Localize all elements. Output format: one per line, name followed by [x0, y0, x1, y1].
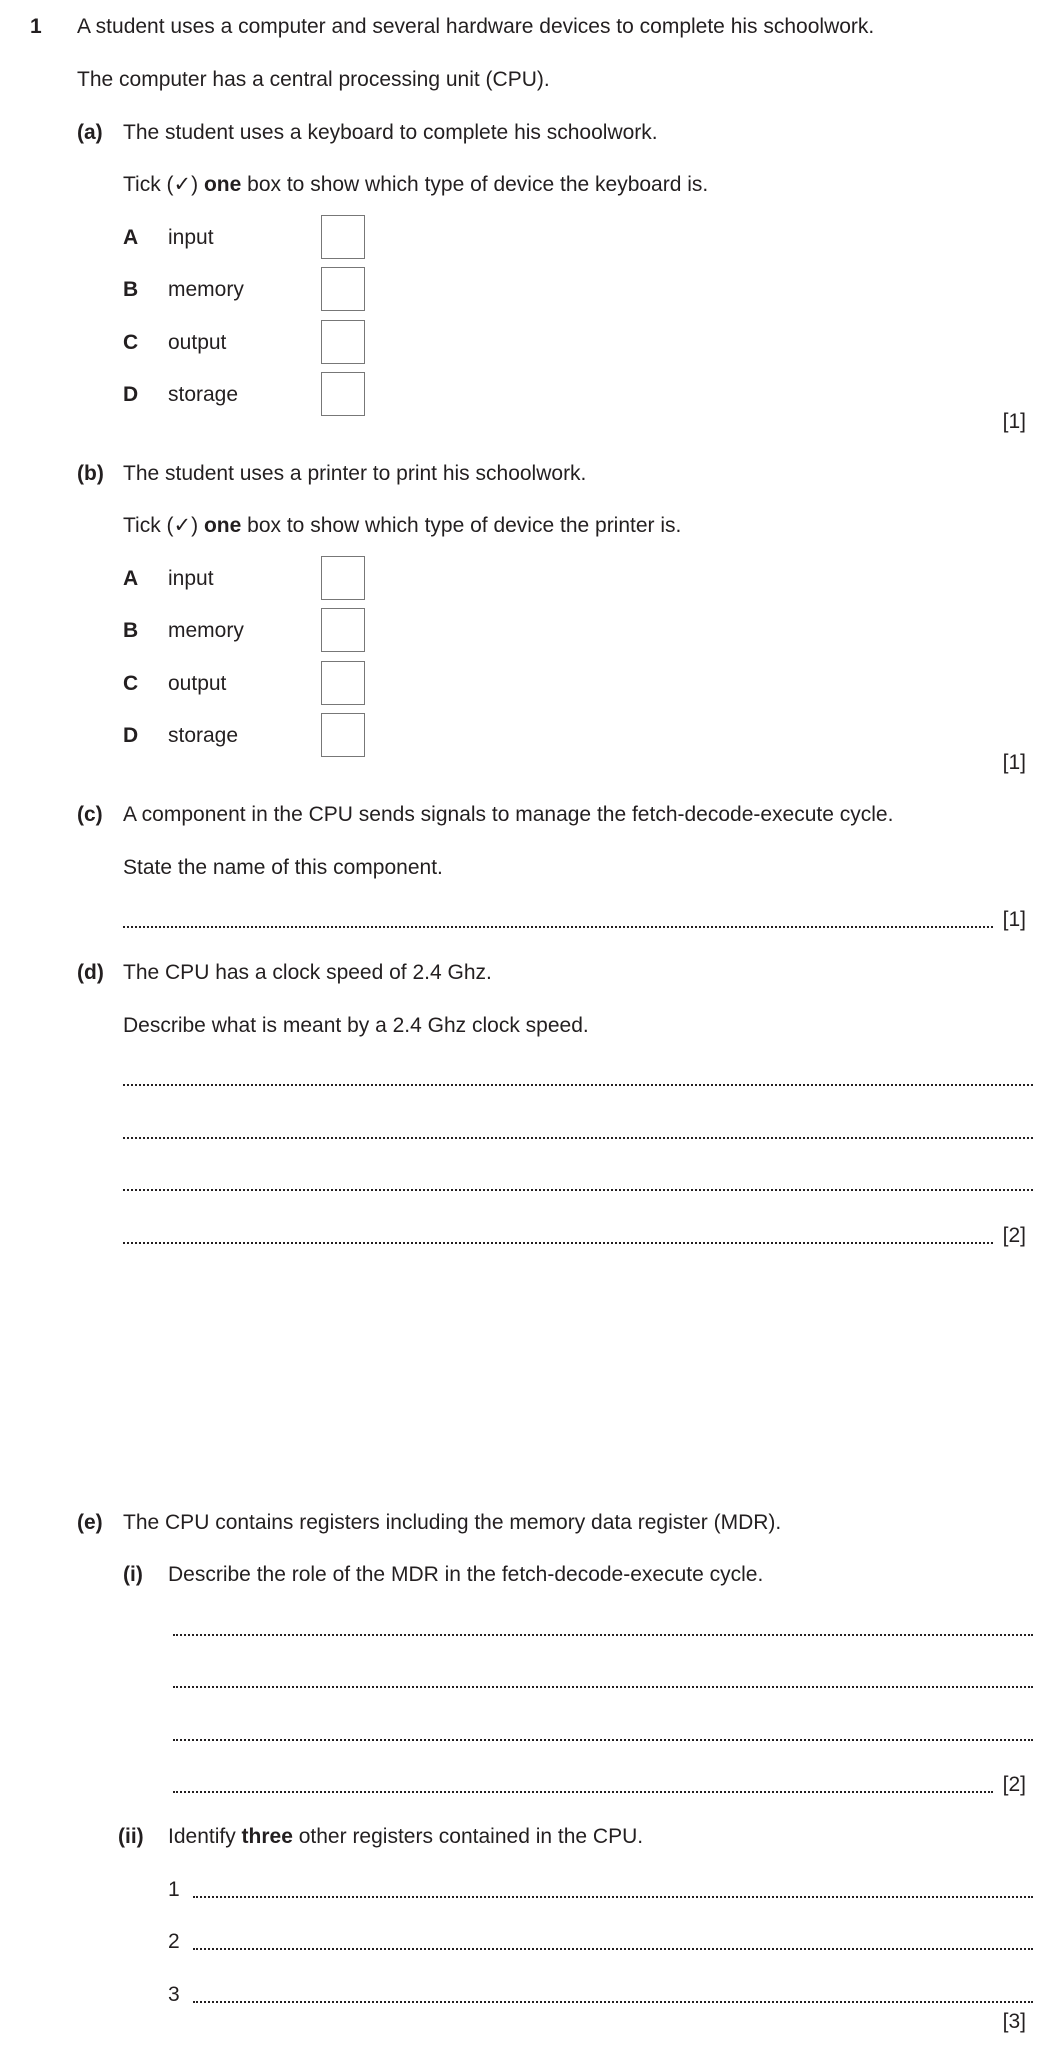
marks-d: [2] [1002, 1224, 1026, 1247]
answer-line-d4[interactable] [123, 1242, 993, 1244]
answer-line-e-i-3[interactable] [173, 1739, 1033, 1741]
part-e-ii-stem: Identify three other registers contained in the CPU. [168, 1825, 644, 1848]
answer-line-d1[interactable] [123, 1084, 1033, 1086]
tick-box-b-option-d[interactable] [321, 713, 365, 757]
marks-e-i: [2] [1002, 1773, 1026, 1796]
part-e-ii-label: (ii) [118, 1825, 144, 1848]
answer-line-register-3[interactable] [193, 2001, 1033, 2003]
option-letter: A [123, 567, 139, 590]
marks-e-ii: [3] [1002, 2010, 1026, 2033]
option-text: memory [168, 619, 244, 642]
option-text: output [168, 672, 227, 695]
part-c-instruction: State the name of this component. [123, 856, 443, 879]
part-e-label: (e) [77, 1511, 103, 1534]
answer-line-register-1[interactable] [193, 1896, 1033, 1898]
answer-line-e-i-1[interactable] [173, 1634, 1033, 1636]
option-letter: C [123, 672, 139, 695]
marks-b: [1] [1002, 751, 1026, 774]
register-number: 3 [168, 1983, 180, 2006]
part-c-stem: A component in the CPU sends signals to manage the fetch-decode-execute cycle. [123, 803, 894, 826]
option-letter: D [123, 383, 139, 406]
part-e-stem: The CPU contains registers including the memory data register (MDR). [123, 1511, 782, 1534]
answer-line-e-i-4[interactable] [173, 1791, 993, 1793]
part-e-i-label: (i) [123, 1563, 143, 1586]
tick-box-a-option-c[interactable] [321, 320, 365, 364]
register-number: 2 [168, 1930, 180, 1953]
register-number: 1 [168, 1878, 180, 1901]
part-d-instruction: Describe what is meant by a 2.4 Ghz clock speed. [123, 1014, 589, 1037]
option-letter: B [123, 278, 139, 301]
part-a-stem: The student uses a keyboard to complete his schoolwork. [123, 121, 658, 144]
option-letter: C [123, 331, 139, 354]
part-b-stem: The student uses a printer to print his schoolwork. [123, 462, 587, 485]
answer-line-register-2[interactable] [193, 1948, 1033, 1950]
part-c-label: (c) [77, 803, 103, 826]
part-e-i-stem: Describe the role of the MDR in the fetch-decode-execute cycle. [168, 1563, 764, 1586]
option-letter: A [123, 226, 139, 249]
part-d-stem: The CPU has a clock speed of 2.4 Ghz. [123, 961, 492, 984]
option-letter: D [123, 724, 139, 747]
marks-c: [1] [1002, 908, 1026, 931]
option-text: input [168, 226, 214, 249]
marks-a: [1] [1002, 410, 1026, 433]
answer-line-d3[interactable] [123, 1189, 1033, 1191]
tick-box-b-option-b[interactable] [321, 608, 365, 652]
tick-box-a-option-a[interactable] [321, 215, 365, 259]
tick-box-b-option-c[interactable] [321, 661, 365, 705]
part-b-instruction: Tick (✓) one box to show which type of device the printer is. [123, 514, 682, 537]
option-text: memory [168, 278, 244, 301]
question-number: 1 [30, 15, 42, 38]
part-b-label: (b) [77, 462, 104, 485]
option-text: storage [168, 724, 239, 747]
part-d-label: (d) [77, 961, 104, 984]
option-text: output [168, 331, 227, 354]
option-text: storage [168, 383, 239, 406]
tick-box-a-option-b[interactable] [321, 267, 365, 311]
answer-line-e-i-2[interactable] [173, 1686, 1033, 1688]
part-a-instruction: Tick (✓) one box to show which type of device the keyboard is. [123, 173, 709, 196]
answer-line-c[interactable] [123, 926, 993, 928]
option-letter: B [123, 619, 139, 642]
answer-line-d2[interactable] [123, 1137, 1033, 1139]
option-text: input [168, 567, 214, 590]
question-intro: A student uses a computer and several hardware devices to complete his schoolwork. [77, 15, 875, 38]
tick-box-b-option-a[interactable] [321, 556, 365, 600]
tick-box-a-option-d[interactable] [321, 372, 365, 416]
question-intro-cpu: The computer has a central processing unit (CPU). [77, 68, 550, 91]
part-a-label: (a) [77, 121, 103, 144]
